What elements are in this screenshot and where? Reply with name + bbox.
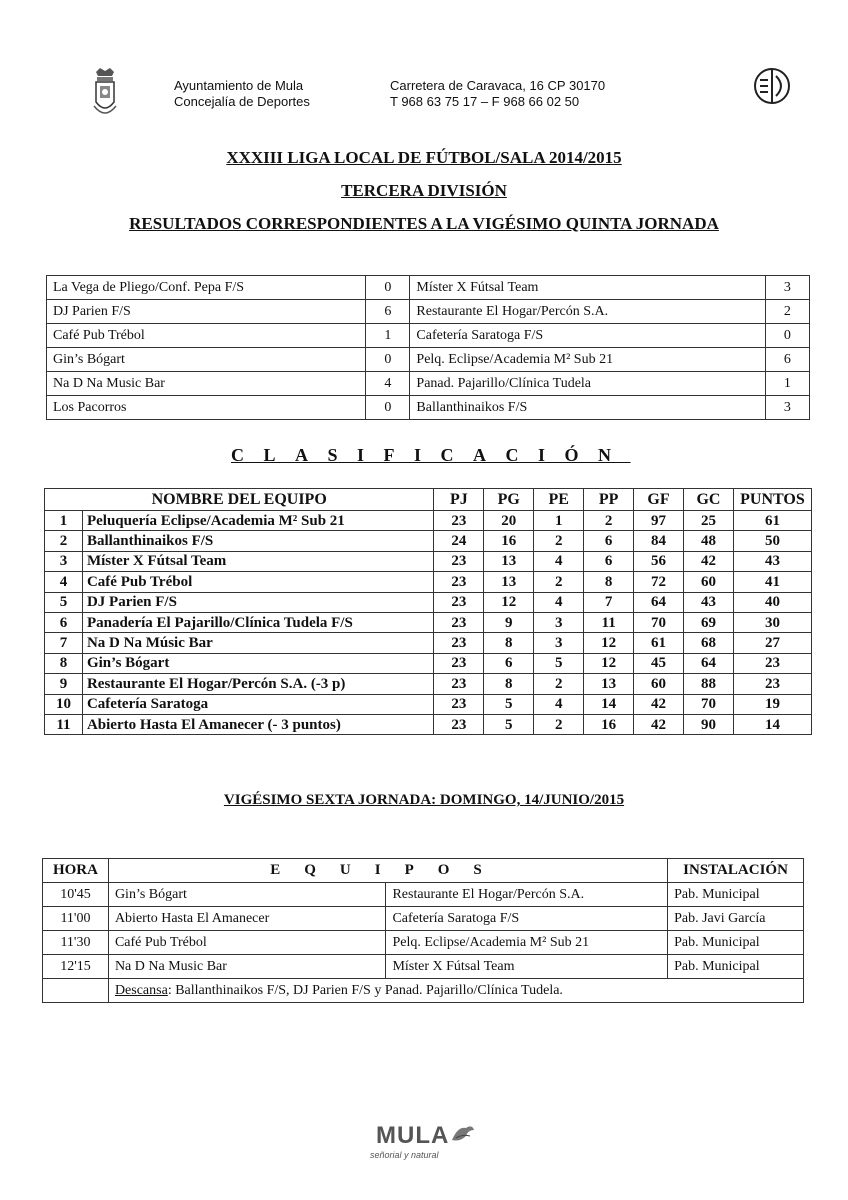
gf-value: 61	[634, 633, 684, 653]
points-value: 19	[733, 694, 811, 714]
fixtures-table	[42, 858, 804, 1003]
footer-brand: MULA	[376, 1122, 450, 1149]
league-title: XXXIII LIGA LOCAL DE FÚTBOL/SALA 2014/2015	[226, 148, 622, 167]
rest-row	[43, 979, 804, 1003]
pg-column-header: PG	[484, 489, 534, 511]
pp-value: 6	[584, 551, 634, 571]
pp-value: 12	[584, 633, 634, 653]
pg-value: 5	[484, 694, 534, 714]
org-department: Concejalía de Deportes	[174, 94, 310, 109]
kickoff-time: 11'30	[43, 931, 109, 955]
org-name: Ayuntamiento de Mula	[174, 78, 304, 93]
points-value: 61	[733, 511, 811, 531]
gc-value: 88	[684, 674, 734, 694]
pj-column-header: PJ	[434, 489, 484, 511]
away-goals: 1	[765, 372, 809, 396]
pg-value: 6	[484, 653, 534, 673]
fixture-row	[43, 907, 804, 931]
standings-table	[44, 488, 812, 735]
kickoff-time: 11'00	[43, 907, 109, 931]
pj-value: 23	[434, 694, 484, 714]
kickoff-time: 12'15	[43, 955, 109, 979]
address: Carretera de Caravaca, 16 CP 30170	[390, 78, 606, 93]
home-goals: 0	[366, 348, 410, 372]
result-row	[47, 372, 810, 396]
gf-value: 45	[634, 653, 684, 673]
pe-value: 4	[534, 694, 584, 714]
team-name: Ballanthinaikos F/S	[82, 531, 433, 551]
pe-value: 2	[534, 572, 584, 592]
position: 4	[45, 572, 83, 592]
position: 9	[45, 674, 83, 694]
table-row	[45, 714, 812, 734]
table-row	[45, 653, 812, 673]
home-team: Gin’s Bógart	[108, 883, 386, 907]
result-row	[47, 300, 810, 324]
next-round-title: VIGÉSIMO SEXTA JORNADA: DOMINGO, 14/JUNIO/2015	[223, 792, 625, 808]
team-name: Panadería El Pajarillo/Clínica Tudela F/S	[82, 612, 433, 632]
home-team: Abierto Hasta El Amanecer	[108, 907, 386, 931]
points-value: 30	[733, 612, 811, 632]
time-column-header: HORA	[43, 859, 109, 883]
pg-value: 13	[484, 551, 534, 571]
pj-value: 23	[434, 674, 484, 694]
pe-column-header: PE	[534, 489, 584, 511]
points-value: 41	[733, 572, 811, 592]
gf-value: 72	[634, 572, 684, 592]
sports-department-logo-icon	[752, 66, 792, 106]
team-column-header: NOMBRE DEL EQUIPO	[45, 489, 434, 511]
rest-info	[108, 979, 803, 1003]
away-team: Restaurante El Hogar/Percón S.A.	[386, 883, 668, 907]
home-goals: 4	[366, 372, 410, 396]
rest-label: Descansa	[114, 982, 168, 998]
pg-value: 8	[484, 674, 534, 694]
team-name: Restaurante El Hogar/Percón S.A. (-3 p)	[82, 674, 433, 694]
team-name: Na D Na Músic Bar	[82, 633, 433, 653]
pp-value: 13	[584, 674, 634, 694]
venue: Pab. Municipal	[668, 955, 804, 979]
points-value: 23	[733, 674, 811, 694]
pe-value: 4	[534, 551, 584, 571]
fixtures-header-row	[43, 859, 804, 883]
pe-value: 5	[534, 653, 584, 673]
standings-title: CLASIFICACIÓN	[231, 445, 631, 465]
pe-value: 1	[534, 511, 584, 531]
table-row	[45, 531, 812, 551]
away-goals: 3	[765, 276, 809, 300]
away-goals: 0	[765, 324, 809, 348]
venue-column-header: INSTALACIÓN	[668, 859, 804, 883]
gf-column-header: GF	[634, 489, 684, 511]
home-team: DJ Parien F/S	[47, 300, 366, 324]
position: 6	[45, 612, 83, 632]
team-name: Gin’s Bógart	[82, 653, 433, 673]
pp-value: 6	[584, 531, 634, 551]
gc-value: 70	[684, 694, 734, 714]
position: 11	[45, 714, 83, 734]
away-team: Pelq. Eclipse/Academia M² Sub 21	[410, 348, 765, 372]
division-title: TERCERA DIVISIÓN	[341, 181, 507, 200]
pp-value: 2	[584, 511, 634, 531]
contact-info	[390, 78, 605, 110]
pp-value: 12	[584, 653, 634, 673]
team-name: Abierto Hasta El Amanecer (- 3 puntos)	[82, 714, 433, 734]
rest-teams: : Ballanthinaikos F/S, DJ Parien F/S y Panad. Pajarillo/Clínica Tudela.	[167, 982, 563, 998]
pe-value: 2	[534, 714, 584, 734]
pe-value: 3	[534, 612, 584, 632]
gc-column-header: GC	[684, 489, 734, 511]
result-row	[47, 324, 810, 348]
home-team: Café Pub Trébol	[47, 324, 366, 348]
gf-value: 42	[634, 694, 684, 714]
table-row	[45, 694, 812, 714]
pg-value: 12	[484, 592, 534, 612]
home-goals: 0	[366, 276, 410, 300]
pp-value: 7	[584, 592, 634, 612]
venue: Pab. Municipal	[668, 931, 804, 955]
pe-value: 4	[534, 592, 584, 612]
table-row	[45, 674, 812, 694]
away-goals: 2	[765, 300, 809, 324]
results-table	[46, 275, 810, 420]
home-team: Café Pub Trébol	[108, 931, 386, 955]
pg-value: 16	[484, 531, 534, 551]
table-row	[45, 633, 812, 653]
team-name: Peluquería Eclipse/Academia M² Sub 21	[82, 511, 433, 531]
pg-value: 20	[484, 511, 534, 531]
pp-value: 14	[584, 694, 634, 714]
table-row	[45, 592, 812, 612]
pg-value: 5	[484, 714, 534, 734]
round-results-title: RESULTADOS CORRESPONDIENTES A LA VIGÉSIMO QUINTA JORNADA	[129, 214, 719, 233]
phone-fax: T 968 63 75 17 – F 968 66 02 50	[390, 94, 580, 109]
pp-value: 11	[584, 612, 634, 632]
gc-value: 64	[684, 653, 734, 673]
gf-value: 70	[634, 612, 684, 632]
home-goals: 6	[366, 300, 410, 324]
gc-value: 60	[684, 572, 734, 592]
away-team: Restaurante El Hogar/Percón S.A.	[410, 300, 765, 324]
rest-empty-cell	[43, 979, 109, 1003]
gc-value: 48	[684, 531, 734, 551]
away-team: Ballanthinaikos F/S	[410, 396, 765, 420]
organization-info	[174, 78, 310, 110]
home-team: La Vega de Pliego/Conf. Pepa F/S	[47, 276, 366, 300]
away-team: Panad. Pajarillo/Clínica Tudela	[410, 372, 765, 396]
home-team: Na D Na Music Bar	[108, 955, 386, 979]
points-value: 27	[733, 633, 811, 653]
away-goals: 6	[765, 348, 809, 372]
pp-value: 16	[584, 714, 634, 734]
teams-column-header: EQUIPOS	[108, 859, 667, 883]
away-team: Cafetería Saratoga F/S	[386, 907, 668, 931]
points-value: 40	[733, 592, 811, 612]
position: 5	[45, 592, 83, 612]
points-value: 50	[733, 531, 811, 551]
pj-value: 23	[434, 612, 484, 632]
table-row	[45, 511, 812, 531]
home-team: Los Pacorros	[47, 396, 366, 420]
table-row	[45, 572, 812, 592]
position: 1	[45, 511, 83, 531]
away-team: Míster X Fútsal Team	[410, 276, 765, 300]
pj-value: 23	[434, 551, 484, 571]
points-column-header: PUNTOS	[733, 489, 811, 511]
pg-value: 8	[484, 633, 534, 653]
pj-value: 23	[434, 633, 484, 653]
result-row	[47, 396, 810, 420]
gc-value: 43	[684, 592, 734, 612]
result-row	[47, 348, 810, 372]
gc-value: 42	[684, 551, 734, 571]
team-name: Café Pub Trébol	[82, 572, 433, 592]
away-team: Cafetería Saratoga F/S	[410, 324, 765, 348]
kickoff-time: 10'45	[43, 883, 109, 907]
gf-value: 60	[634, 674, 684, 694]
table-row	[45, 612, 812, 632]
away-team: Pelq. Eclipse/Academia M² Sub 21	[386, 931, 668, 955]
gf-value: 64	[634, 592, 684, 612]
home-team: Gin’s Bógart	[47, 348, 366, 372]
bird-logo-icon	[450, 1122, 476, 1144]
gf-value: 97	[634, 511, 684, 531]
pj-value: 23	[434, 714, 484, 734]
pj-value: 23	[434, 511, 484, 531]
venue: Pab. Municipal	[668, 883, 804, 907]
home-team: Na D Na Music Bar	[47, 372, 366, 396]
pe-value: 2	[534, 674, 584, 694]
away-team: Míster X Fútsal Team	[386, 955, 668, 979]
pe-value: 2	[534, 531, 584, 551]
position: 7	[45, 633, 83, 653]
position: 10	[45, 694, 83, 714]
gc-value: 69	[684, 612, 734, 632]
points-value: 43	[733, 551, 811, 571]
pj-value: 23	[434, 653, 484, 673]
table-row	[45, 551, 812, 571]
footer-tagline: señorial y natural	[370, 1150, 439, 1160]
pp-value: 8	[584, 572, 634, 592]
position: 8	[45, 653, 83, 673]
pj-value: 23	[434, 592, 484, 612]
pe-value: 3	[534, 633, 584, 653]
letterhead	[0, 0, 848, 130]
team-name: Cafetería Saratoga	[82, 694, 433, 714]
pg-value: 9	[484, 612, 534, 632]
points-value: 23	[733, 653, 811, 673]
gf-value: 84	[634, 531, 684, 551]
gc-value: 68	[684, 633, 734, 653]
position: 3	[45, 551, 83, 571]
venue: Pab. Javi García	[668, 907, 804, 931]
pg-value: 13	[484, 572, 534, 592]
pj-value: 24	[434, 531, 484, 551]
position: 2	[45, 531, 83, 551]
fixture-row	[43, 931, 804, 955]
team-name: Míster X Fútsal Team	[82, 551, 433, 571]
home-goals: 0	[366, 396, 410, 420]
standings-header-row	[45, 489, 812, 511]
pj-value: 23	[434, 572, 484, 592]
home-goals: 1	[366, 324, 410, 348]
gf-value: 42	[634, 714, 684, 734]
away-goals: 3	[765, 396, 809, 420]
result-row	[47, 276, 810, 300]
pp-column-header: PP	[584, 489, 634, 511]
gf-value: 56	[634, 551, 684, 571]
fixture-row	[43, 883, 804, 907]
gc-value: 25	[684, 511, 734, 531]
fixture-row	[43, 955, 804, 979]
coat-of-arms-icon	[92, 68, 118, 120]
points-value: 14	[733, 714, 811, 734]
team-name: DJ Parien F/S	[82, 592, 433, 612]
gc-value: 90	[684, 714, 734, 734]
